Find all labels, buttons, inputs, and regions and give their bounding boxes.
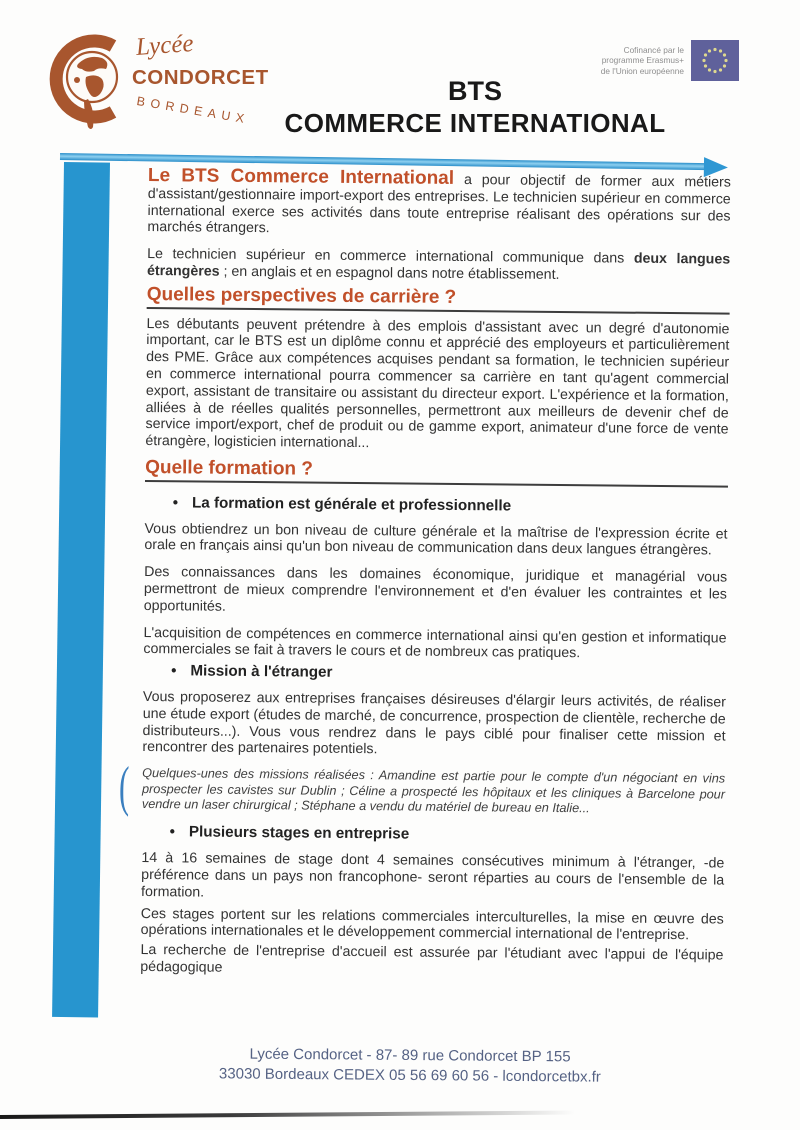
missions-examples-text: Quelques-unes des missions réalisées : Amandine est partie pour le compte d'un négociant en vins prospecter les cavistes sur Dublin ; Céline a prospecté les hôpitaux et les cliniques à Barcelone pour vendre un laser chirurgical ; Stéphane a vendu du matériel de bureau en Italie... xyxy=(141,766,726,816)
erasmus-badge-text xyxy=(592,45,684,77)
bullet-stages-entreprise xyxy=(142,824,725,846)
formation-paragraph-2: Des connaissances dans les domaines économique, juridique et managérial vous permettront de mieux comprendre l'environnement et d'en évaluer les contraintes et les opportunités. xyxy=(143,564,728,615)
intro-lead-rest: a pour objectif de former aux métiers d'assistant/gestionnaire import-export des entreprises. Le technicien supérieur en commerce international exerce ses activités dans toute entreprise réalisant des opérations sur des marchés étrangers. xyxy=(147,171,731,237)
career-paragraph: Les débutants peuvent prétendre à des emplois d'assistant avec un degré d'autonomie important, car le BTS est un diplôme connu et apprécié des employeurs et particulièrement des PME. Grâce aux compétences acquises pendant sa formation, le technicien supérieur en commerce international pourra commencer sa carrière en tant qu'agent commercial export, assistant de transitaire ou assistant du directeur export. L'expérience et la formation, alliées à de réelles qualités personnelles, permettront aux meilleurs de devenir chef de service import/export, chef de produit ou de gamme export, animateur d'une force de vente étrangère, logisticien international... xyxy=(145,315,730,452)
bullet-formation-generale xyxy=(145,495,728,517)
document-body xyxy=(118,165,731,981)
formation-paragraph-1: Vous obtiendrez un bon niveau de culture générale et la maîtrise de l'expression écrite et orale en français ainsi qu'un bon niveau de communication dans deux langues étrangères. xyxy=(144,520,728,559)
scan-artifact-line xyxy=(0,1110,575,1119)
stages-paragraph-3: La recherche de l'entreprise d'accueil est assurée par l'étudiant avec l'appui de l'équipe pédagogique xyxy=(140,942,724,976)
erasmus-line-2: programme Erasmus+ xyxy=(601,55,684,66)
erasmus-cofunding-badge xyxy=(592,40,739,81)
stages-paragraph-1: 14 à 16 semaines de stage dont 4 semaines consécutives minimum à l'étranger, -de préférence dans un pays non francophone- seront réparties au cours de l'ensemble de la formation. xyxy=(140,850,725,901)
bullet-dot-icon: • xyxy=(171,662,177,680)
bullet-mission-etranger-label: Mission à l'étranger xyxy=(190,662,333,681)
bullet-stages-entreprise-label: Plusieurs stages en entreprise xyxy=(188,823,410,843)
bullet-dot-icon: • xyxy=(172,494,179,512)
intro-paragraph-1 xyxy=(147,165,731,242)
intro-p2-after: ; en anglais et en espagnol dans notre établissement. xyxy=(219,263,560,283)
logo-text-bordeaux: BORDEAUX xyxy=(135,94,251,127)
intro-p2-before: Le technicien supérieur en commerce international communique dans xyxy=(147,246,634,267)
intro-lead-text: Le BTS Commerce International xyxy=(147,165,455,189)
bullet-dot-icon: • xyxy=(169,823,175,841)
intro-paragraph-2 xyxy=(147,246,730,285)
intro-p2-bold: deux langues étrangères xyxy=(146,250,731,280)
bullet-mission-etranger xyxy=(143,663,726,685)
erasmus-line-3: de l'Union européenne xyxy=(600,65,684,76)
logo-text-condorcet: CONDORCET xyxy=(132,66,269,89)
erasmus-line-1: Cofinancé par le xyxy=(623,44,684,55)
heading-formation: Quelle formation ? xyxy=(145,460,728,487)
bullet-formation-generale-label: La formation est générale et professionnelle xyxy=(191,494,512,515)
title-line-commerce-international: COMMERCE INTERNATIONAL xyxy=(284,108,666,138)
document-title xyxy=(235,76,715,139)
logo-globe-icon xyxy=(48,30,140,134)
footer-address-line: Lycée Condorcet - 87- 89 rue Condorcet BP 155 xyxy=(249,1045,571,1066)
blue-side-bar xyxy=(52,162,110,1018)
mission-paragraph: Vous proposerez aux entreprises françaises désireuses d'élargir leurs activités, de réaliser une étude export (études de marché, de concurrence, prospection de clientèle, recherche de distributeurs...). Vous vous rendrez dans le pays ciblé pour finaliser cette mission et rencontrer des partenaires potentiels. xyxy=(142,688,726,758)
formation-paragraph-3: L'acquisition de compétences en commerce international ainsi qu'en gestion et informatique commerciales se fait à travers le cours et de nombreux cas pratiques. xyxy=(143,624,727,662)
heading-career-perspectives: Quelles perspectives de carrière ? xyxy=(147,287,730,314)
footer-contact-line: 33030 Bordeaux CEDEX 05 56 69 60 56 - lcondorcetbx.fr xyxy=(218,1064,601,1086)
logo-text-lycee: Lycée xyxy=(135,30,195,61)
missions-examples-quote xyxy=(118,755,726,818)
stages-paragraph-2: Ces stages portent sur les relations commerciales interculturelles, la mise en œuvre des opérations internationales et le développement commercial international de l'entreprise. xyxy=(140,905,724,944)
quote-parenthesis-glyph: ( xyxy=(118,755,130,818)
eu-flag-icon xyxy=(691,40,739,81)
school-address-footer xyxy=(100,1043,720,1087)
title-line-bts: BTS xyxy=(448,76,502,106)
